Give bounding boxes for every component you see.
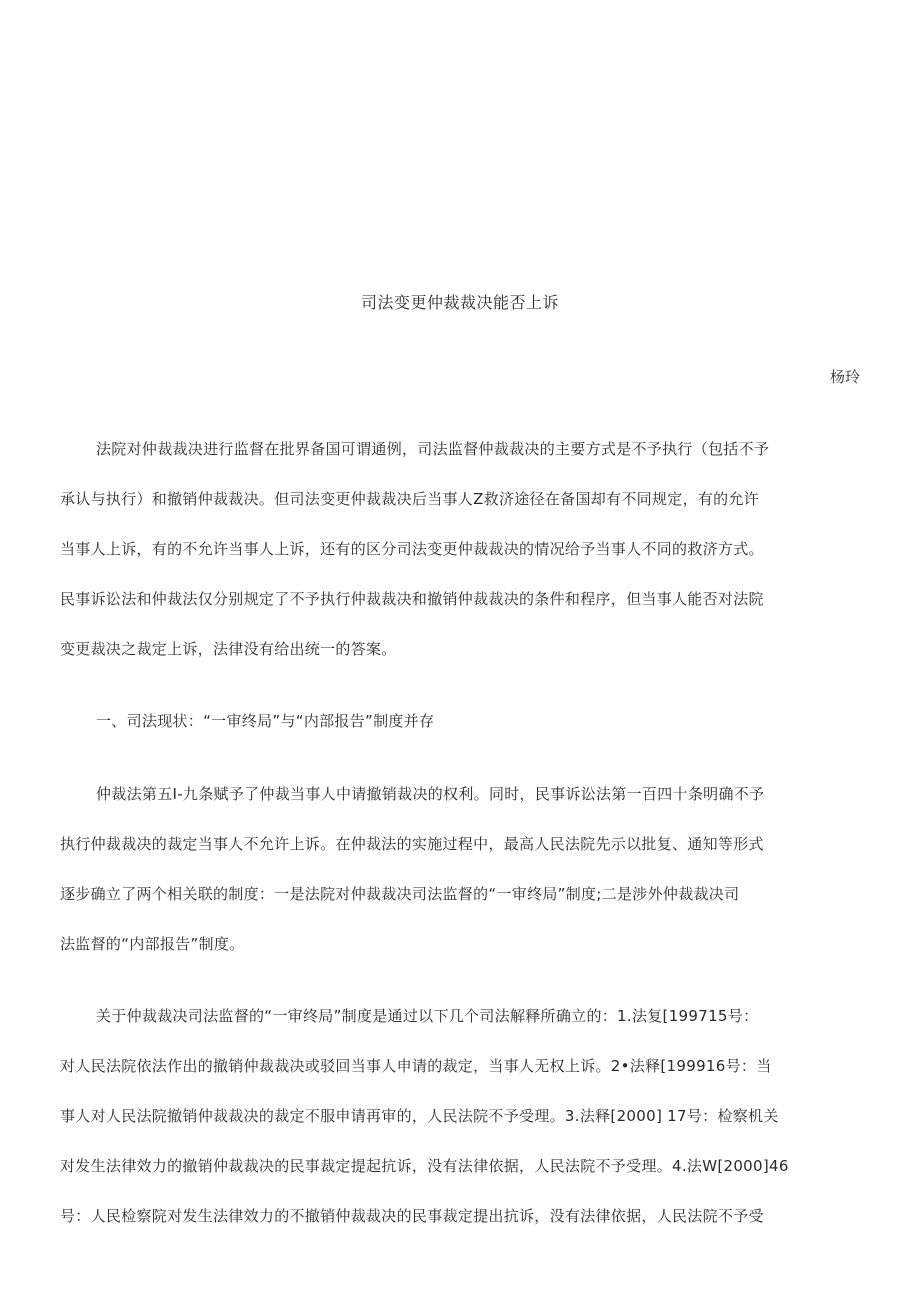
section-heading: 一、司法现状：“一审终局”与“内部报告”制度并存 xyxy=(96,712,435,730)
document-author: 杨玲 xyxy=(829,368,860,386)
document-title: 司法变更仲裁裁决能否上诉 xyxy=(360,293,559,312)
paragraph-line: 号：人民检察院对发生法律效力的不撤销仲裁裁决的民事裁定提出抗诉，没有法律依据，人民法院不予受 xyxy=(60,1207,764,1225)
paragraph-line: 民事诉讼法和仲裁法仅分别规定了不予执行仲裁裁决和撤销仲裁裁决的条件和程序，但当事人能否对法院 xyxy=(60,590,764,608)
paragraph-line: 法院对仲裁裁决进行监督在批界备国可谓通例，司法监督仲裁裁决的主要方式是不予执行（包括不予 xyxy=(96,440,770,458)
paragraph-line: 事人对人民法院撤销仲裁裁决的裁定不服申请再审的，人民法院不予受理。3.法释[2000] 17号：检察机关 xyxy=(60,1107,779,1125)
paragraph-line: 对发生法律效力的撤销仲裁裁决的民事裁定提起抗诉，没有法律依据，人民法院不予受理。4.法W[2000]46 xyxy=(60,1157,789,1175)
paragraph-line: 变更裁决之裁定上诉，法律没有给出统一的答案。 xyxy=(60,640,397,658)
paragraph-line: 法监督的“内部报告”制度。 xyxy=(60,935,245,953)
paragraph-line: 关于仲裁裁决司法监督的“一审终局”制度是通过以下几个司法解释所确立的：1.法复[199715号： xyxy=(96,1007,759,1025)
paragraph-line: 当事人上诉，有的不允许当事人上诉，还有的区分司法变更仲裁裁决的情况给予当事人不同的救济方式。 xyxy=(60,540,764,558)
paragraph-line: 承认与执行）和撤销仲裁裁决。但司法变更仲裁裁决后当事人Z救济途径在备国却有不同规定，有的允许 xyxy=(60,490,760,508)
paragraph-line: 执行仲裁裁决的裁定当事人不允许上诉。在仲裁法的实施过程中，最高人民法院先示以批复、通知等形式 xyxy=(60,835,764,853)
paragraph-line: 逐步确立了两个相关联的制度：一是法院对仲裁裁决司法监督的“一审终局”制度;二是涉外仲裁裁决司 xyxy=(60,885,740,903)
paragraph-line: 对人民法院依法作出的撤销仲裁裁决或驳回当事人申请的裁定，当事人无权上诉。2•法释[199916号：当 xyxy=(60,1057,772,1075)
paragraph-line: 仲裁法第五I-九条赋予了仲裁当事人中请撤销裁决的权利。同时，民事诉讼法第一百四十条明确不予 xyxy=(96,785,765,803)
